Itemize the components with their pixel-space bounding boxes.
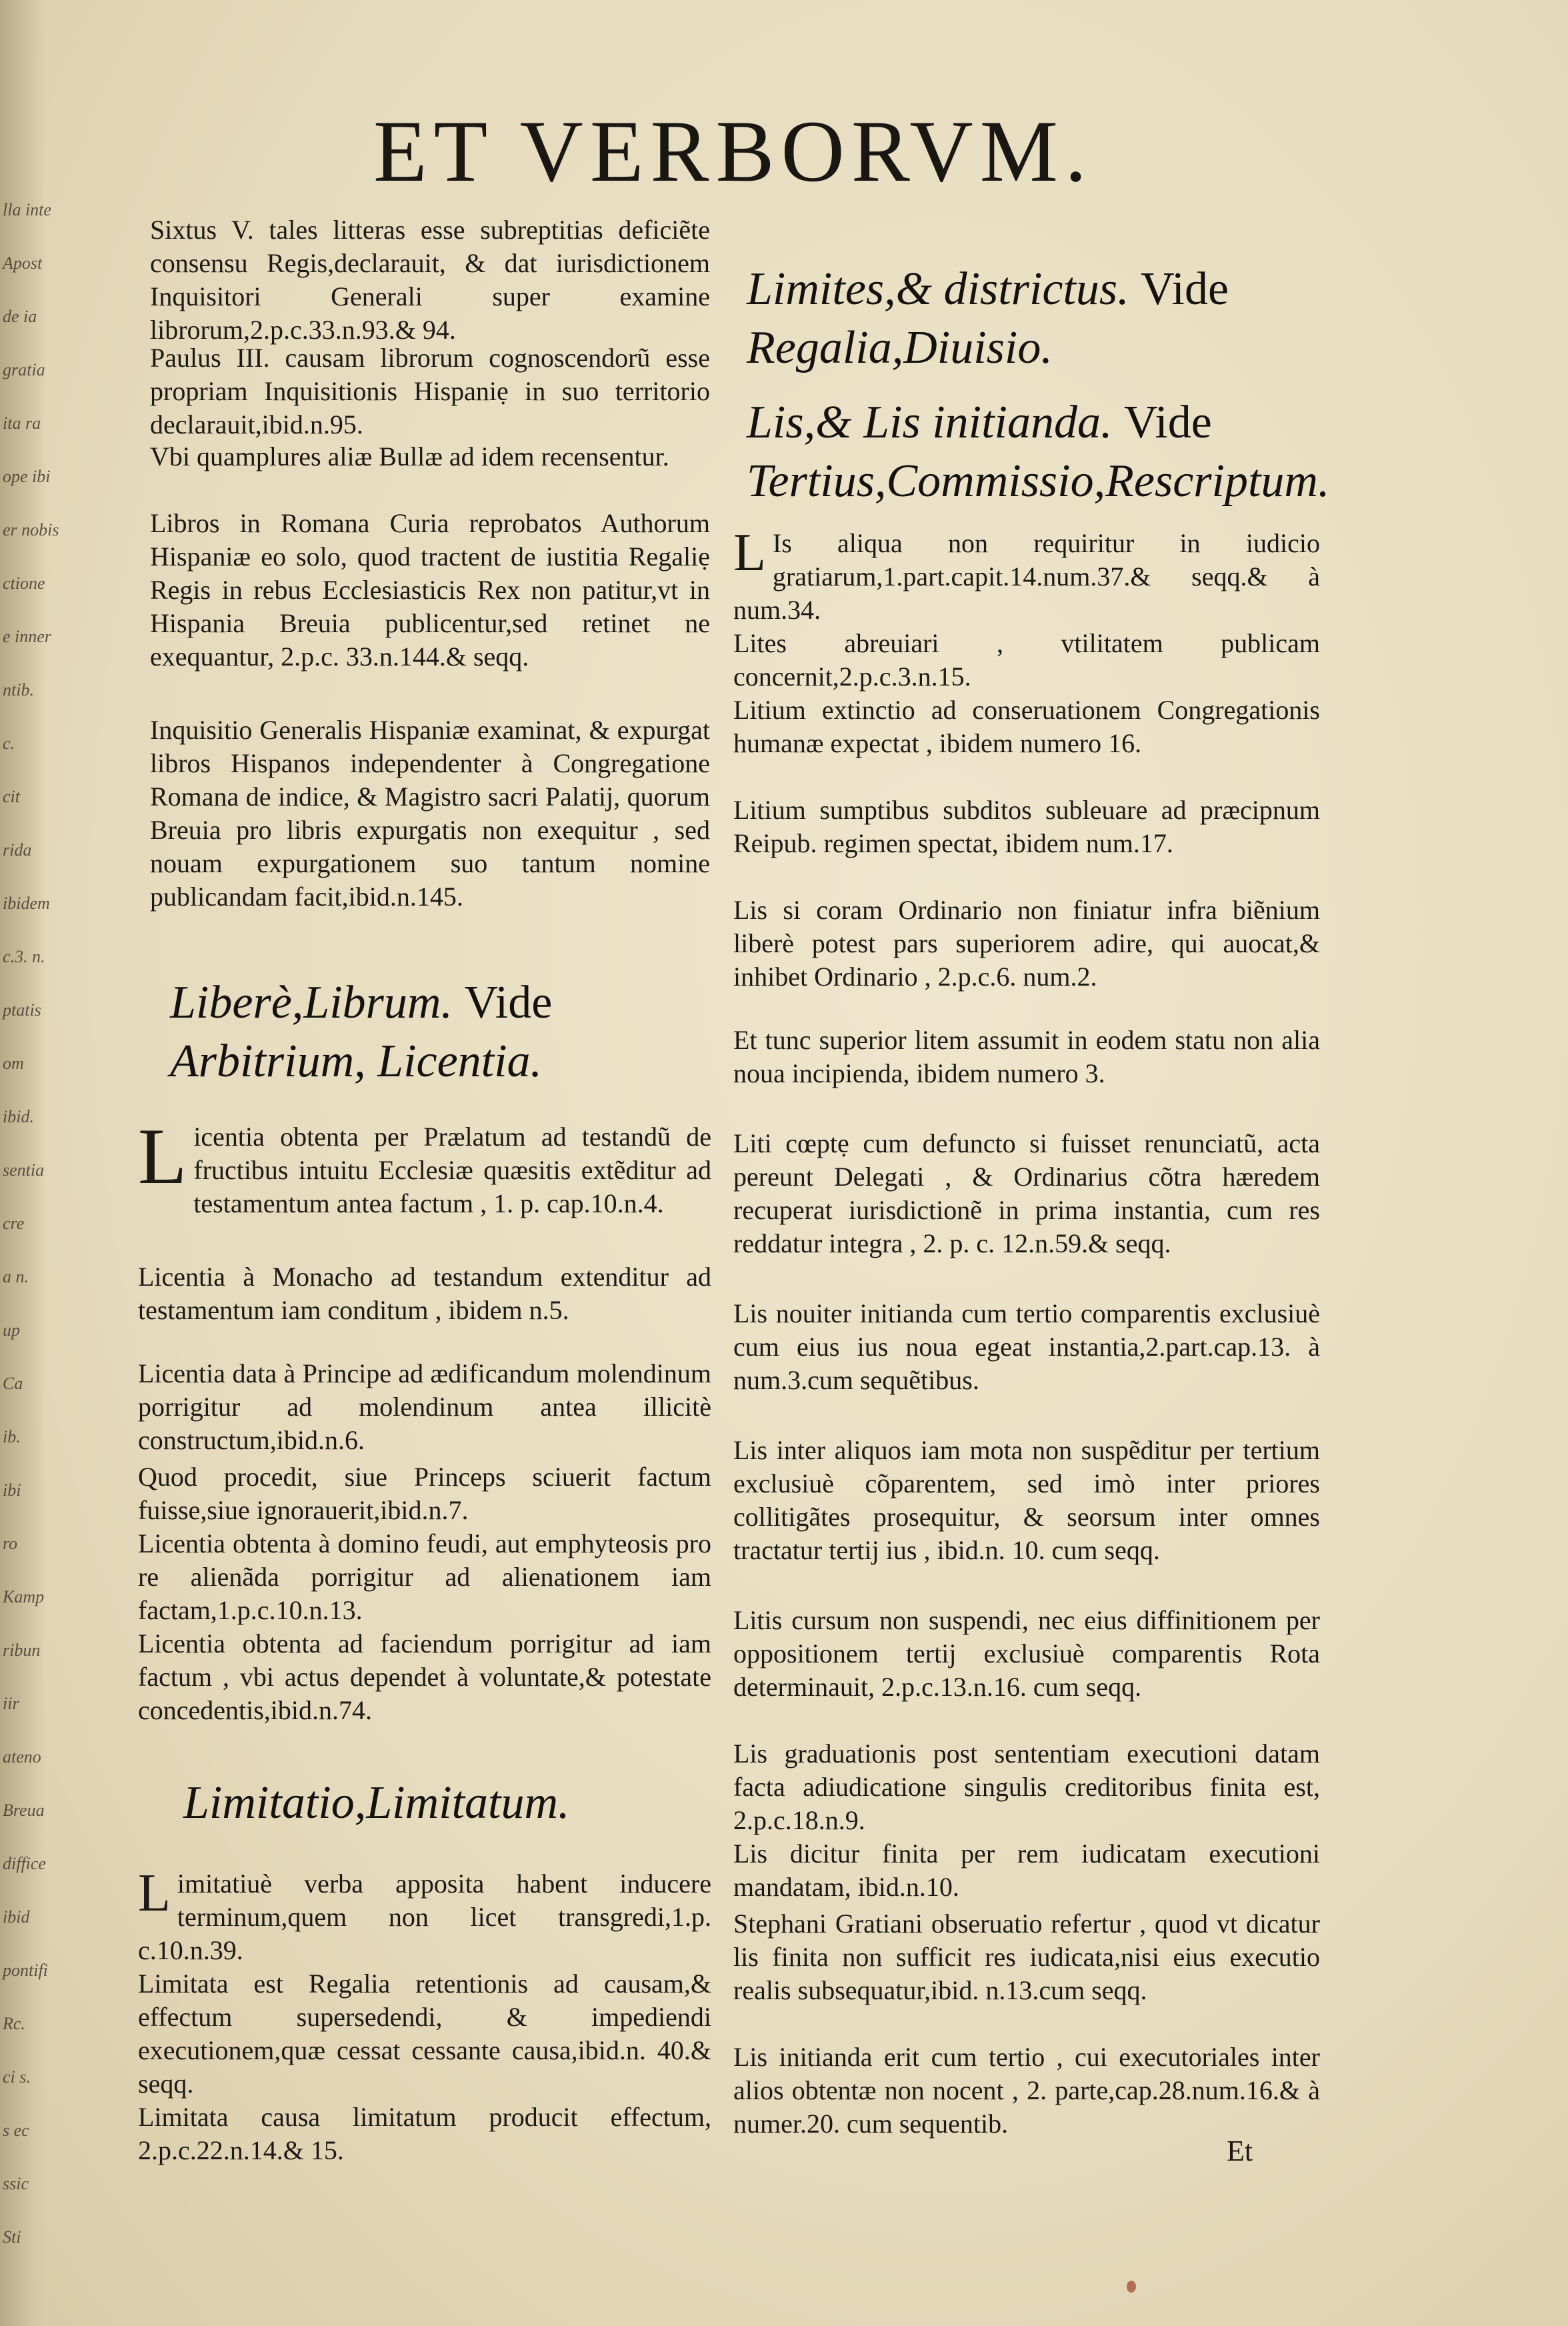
gutter-fragment: c. [3,734,15,753]
gutter-fragment: pontifi [3,1961,48,1980]
index-entry: Lis si coram Ordinario non finiatur infra biẽnium liberè potest pars superiorem adire, qui auocat,& inhibet Ordinario , 2.p.c.6. num.2. [733,895,1320,992]
index-entry: Licentia à Monacho ad testandum extenditur ad testamentum iam conditum , ibidem n.5. [138,1262,711,1325]
gutter-fragment: Sti [3,2227,21,2247]
heading-vide: Vide [464,977,553,1028]
gutter-fragment: c.3. n. [3,947,45,966]
index-entry: Lites abreuiari , vtilitatem publicam concernit,2.p.c.3.n.15. [733,628,1320,692]
index-entry: Litis cursum non suspendi, nec eius diffinitionem per oppositionem tertij exclusiuè comparentis Rota determinauit, 2.p.c.13.n.16. cum seqq. [733,1605,1320,1702]
gutter-fragment: ibi [3,1480,21,1500]
gutter-fragment: Kamp [3,1587,45,1606]
index-entry: Sixtus V. tales litteras esse subreptitias deficiẽte consensu Regis,declarauit, & dat iurisdictionem Inquisitori Generali super examine librorum,2.p.c.33.n.93.& 94. [150,215,710,345]
section-heading-libere [170,974,717,1091]
heading-title: Limites,& districtus. [747,263,1129,315]
gutter-fragment: a n. [3,1267,29,1286]
index-entry: Paulus III. causam librorum cognoscendorũ esse propriam Inquisitionis Hispaniẹ in suo territorio declarauit,ibid.n.95. [150,343,710,439]
index-entry: Licentia obtenta à domino feudi, aut emphyteosis pro re alienãda porrigitur ad alienationem iam factam,1.p.c.10.n.13. [138,1528,711,1625]
gutter-fragment: rida [3,840,32,860]
gutter-fragment: cit [3,787,20,806]
gutter-fragment: ctione [3,573,45,593]
index-entry: Quod procedit, siue Princeps sciuerit factum fuisse,siue ignorauerit,ibid.n.7. [138,1462,711,1525]
gutter-fragment: ribun [3,1640,41,1660]
heading-vide: Vide [1141,263,1229,315]
heading-refs: Tertius,Commissio,Rescriptum. [747,455,1330,507]
index-entry [733,523,1320,627]
gutter-fragment: Rc. [3,2014,25,2033]
index-entry: Liti cœptẹ cum defuncto si fuisset renunciatũ, acta pereunt Delegati , & Ordinarius cõtra hæredem recuperat iurisdictionẽ in prima instantia, cum res reddatur integra , 2. p. c. 12.n.59.& seqq. [733,1128,1320,1258]
gutter-fragment: iir [3,1694,19,1713]
page-gutter [0,0,59,2326]
heading-title: Liberè,Librum. [170,977,453,1028]
gutter-fragment: sentia [3,1160,45,1180]
entry-text: Is aliqua non requiritur in iudicio gratiarum,1.part.capit.14.num.37.& seqq.& à num.34. [733,528,1320,625]
gutter-fragment: er nobis [3,520,59,539]
gutter-fragment: ci s. [3,2067,31,2087]
index-entry: Litium sumptibus subditos subleuare ad præcipnum Reipub. regimen spectat, ibidem num.17. [733,795,1320,858]
gutter-fragment: cre [3,1214,25,1233]
index-entry: Licentia obtenta ad faciendum porrigitur ad iam factum , vbi actus dependet à voluntate,& potestate concedentis,ibid.n.74. [138,1628,711,1725]
index-entry: Limitata causa limitatum producit effectum, 2.p.c.22.n.14.& 15. [138,2102,711,2165]
index-entry: Stephani Gratiani obseruatio refertur , quod vt dicatur lis finita non sufficit res iudicata,nisi eius executio realis subsequatur,ibid. n.13.cum seqq. [733,1909,1320,2005]
gutter-fragment: ope ibi [3,467,51,486]
index-entry: Limitata est Regalia retentionis ad causam,& effectum supersedendi, & impediendi executionem,quæ cessat cessante causa,ibid.n. 40.& seqq. [138,1969,711,2099]
gutter-fragment: de ia [3,307,37,326]
gutter-fragment: ssic [3,2174,29,2193]
gutter-fragment: ateno [3,1747,41,1767]
gutter-fragment: ib. [3,1427,21,1446]
gutter-fragment: ptatis [3,1000,41,1020]
gutter-fragment: ibidem [3,894,50,913]
index-entry: Licentia data à Principe ad ædificandum molendinum porrigitur ad molendinum antea illicitè constructum,ibid.n.6. [138,1358,711,1455]
index-entry: Inquisitio Generalis Hispaniæ examinat, & expurgat libros Hispanos independenter à Congregatione Romana de indice, & Magistro sacri Palatij, quorum Breuia pro libris expurgatis non exequitur , sed nouam expurgationem suo tantum nomine publicandam facit,ibid.n.145. [150,715,710,912]
gutter-fragment: Breua [3,1801,45,1820]
index-entry: Vbi quamplures aliæ Bullæ ad idem recensentur. [150,441,669,471]
index-entry: Lis inter aliquos iam mota non suspẽditur per tertium exclusiuè cõparentem, sed imò inter priores collitigãtes prosequitur, & seorsum inter omnes tractatur tertij ius , ibid.n. 10. cum seqq. [733,1435,1320,1565]
entry-text: icentia obtenta per Prælatum ad testandũ de fructibus intuitu Ecclesiæ quæsitis extẽditur ad testamentum antea factum , 1. p. cap.10.n.4. [193,1122,711,1218]
gutter-fragment: lla inte [3,200,51,219]
gutter-fragment: Ca [3,1374,23,1393]
gutter-fragment: s ec [3,2121,29,2140]
gutter-fragment: ro [3,1534,18,1553]
drop-cap: L [138,1864,171,1923]
index-entry: Lis dicitur finita per rem iudicatam executioni mandatam, ibid.n.10. [733,1839,1320,1902]
catchword: Et [1227,2135,1253,2167]
heading-title: Lis,& Lis initianda. [747,397,1113,448]
gutter-fragment: ibid [3,1907,30,1927]
running-header: ET VERBORVM. [373,102,1094,200]
gutter-fragment: Apost [3,253,43,273]
gutter-fragment: ntib. [3,680,34,700]
index-entry: Litium extinctio ad conseruationem Congregationis humanæ expectat , ibidem numero 16. [733,695,1320,758]
entry-text: imitatiuè verba apposita habent inducere terminum,quem non licet transgredi,1.p. c.10.n.39. [138,1869,711,1965]
index-entry [138,1112,711,1220]
index-entry: Et tunc superior litem assumit in eodem statu non alia noua incipienda, ibidem numero 3. [733,1025,1320,1088]
index-entry: Lis initianda erit cum tertio , cui executoriales inter alios obtentæ non nocent , 2. parte,cap.28.num.16.& à numer.20. cum sequentib. [733,2042,1320,2139]
gutter-fragment: ibid. [3,1107,34,1126]
drop-cap: L [733,523,766,582]
section-heading-limitatio: Limitatio,Limitatum. [183,1777,570,1829]
gutter-fragment: e inner [3,627,51,646]
index-entry: Lis graduationis post sententiam executioni datam facta adiudicatione singulis creditoribus finita est, 2.p.c.18.n.9. [733,1738,1320,1835]
gutter-fragment: ita ra [3,413,41,433]
gutter-fragment: up [3,1320,20,1340]
section-heading-limites [747,260,1333,377]
gutter-fragment: diffice [3,1854,46,1873]
heading-refs: Regalia,Diuisio. [747,322,1053,373]
index-entry: Lis nouiter initianda cum tertio comparentis exclusiuè cum eius ius noua egeat instantia,2.part.cap.13. à num.3.cum sequẽtibus. [733,1298,1320,1395]
heading-vide: Vide [1123,397,1212,448]
index-entry [138,1864,711,1967]
heading-refs: Arbitrium, Licentia. [170,1036,543,1087]
section-heading-lis [747,393,1333,511]
drop-cap: L [138,1112,187,1200]
gutter-fragment: om [3,1054,24,1073]
paper-stain [1127,2281,1136,2293]
index-entry: Libros in Romana Curia reprobatos Authorum Hispaniæ eo solo, quod tractent de iustitia Regaliẹ Regis in rebus Ecclesiasticis Rex non patitur,vt in Hispania Breuia publicentur,sed retinet ne exequantur, 2.p.c. 33.n.144.& seqq. [150,508,710,672]
gutter-fragment: gratia [3,360,45,379]
